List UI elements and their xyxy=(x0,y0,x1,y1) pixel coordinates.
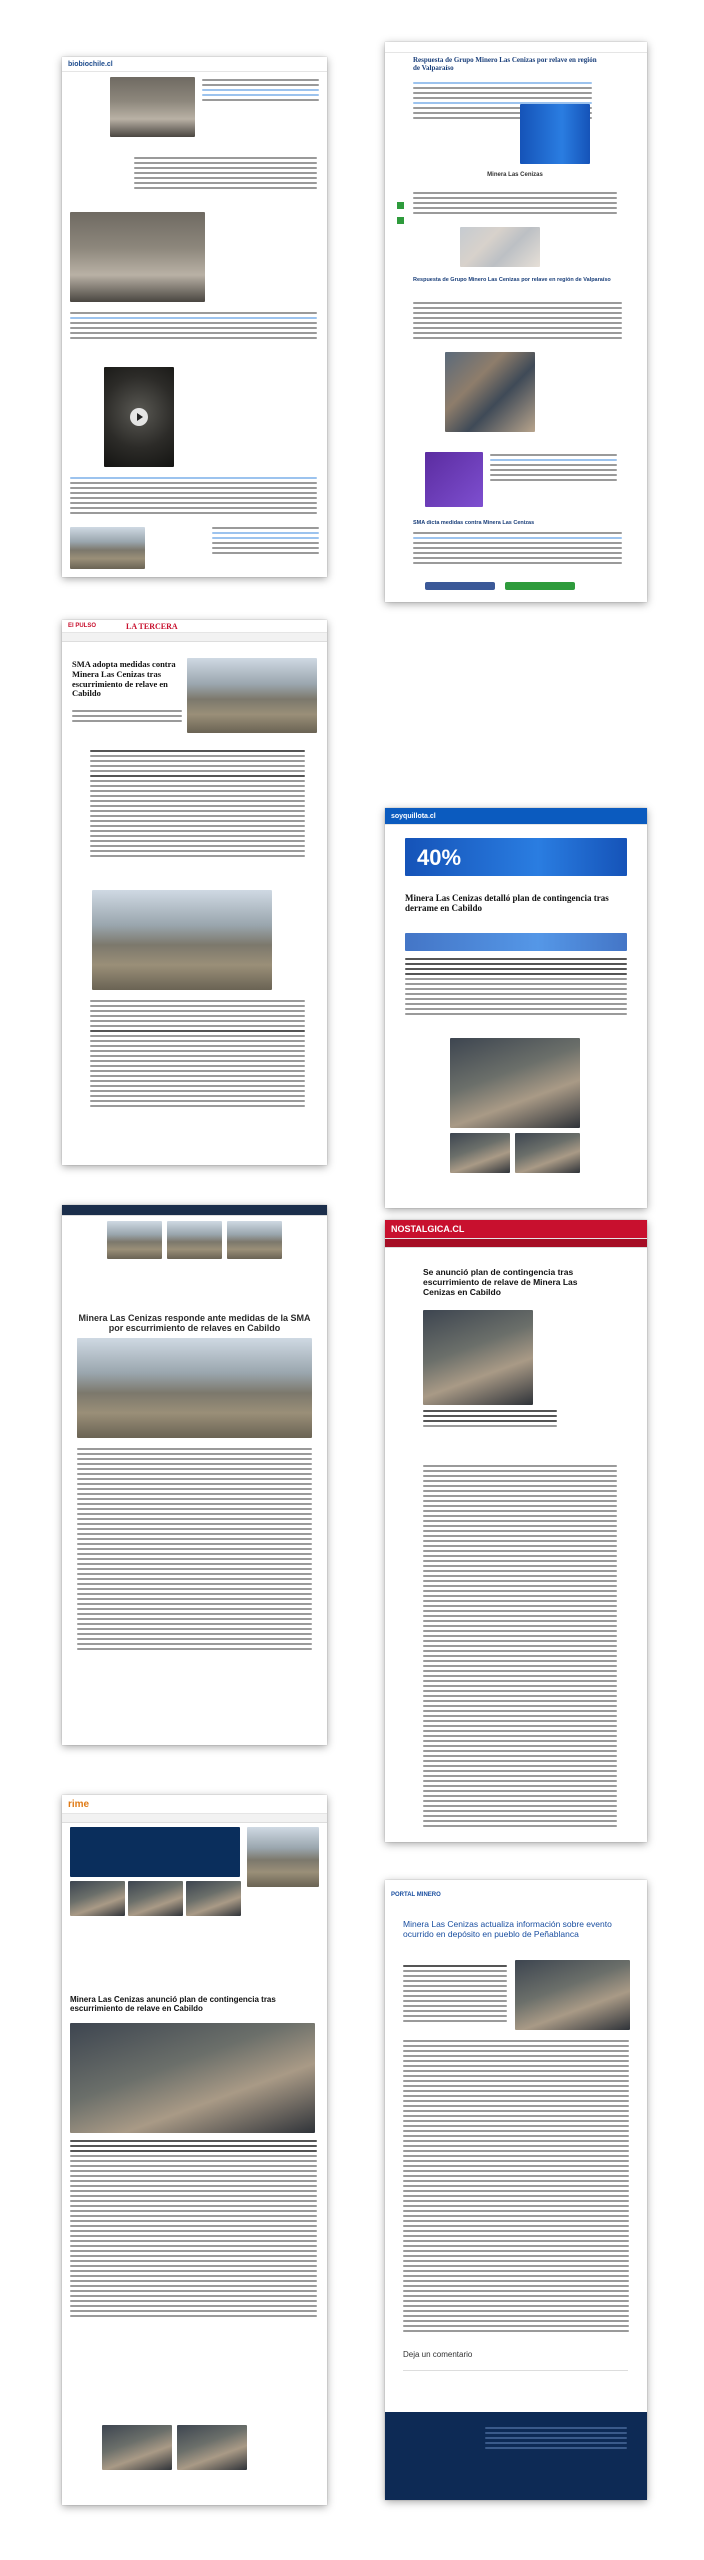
article-title: Minera Las Cenizas responde ante medidas de la SMA por escurrimiento de relaves en Cabildo xyxy=(78,1313,311,1334)
site-header xyxy=(385,42,647,53)
section-heading: SMA dicta medidas contra Minera Las Cenizas xyxy=(413,520,535,526)
article-text-3 xyxy=(70,477,317,517)
thumb-2 xyxy=(167,1221,222,1259)
article-text-top xyxy=(202,79,319,104)
advertisement-banner[interactable] xyxy=(405,838,627,876)
comment-heading: Deja un comentario xyxy=(403,2350,473,2359)
article-text xyxy=(70,2140,317,2320)
site-logo: rime xyxy=(68,1798,90,1810)
article-lead xyxy=(423,1410,557,1430)
site-header xyxy=(385,1220,647,1239)
article-text-5 xyxy=(413,532,622,567)
article-text xyxy=(423,1465,617,1830)
site-logo-left: El PULSO xyxy=(68,623,97,629)
article-text-4 xyxy=(490,454,617,484)
article-title: SMA adopta medidas contra Minera Las Cenizas tras escurrimiento de relave en Cabildo xyxy=(72,659,176,699)
article-text-1 xyxy=(134,157,317,192)
article-photo xyxy=(423,1310,533,1405)
featured-banner[interactable] xyxy=(70,1827,240,1877)
footer-links[interactable] xyxy=(485,2427,627,2452)
article-text-2 xyxy=(403,2040,629,2335)
clip-latercera xyxy=(62,620,327,1165)
featured-thumb-2 xyxy=(128,1881,183,1916)
article-title: Respuesta de Grupo Minero Las Cenizas por relave en región de Valparaíso xyxy=(413,56,597,73)
article-text-1 xyxy=(90,750,305,860)
article-title: Se anunció plan de contingencia tras escurrimiento de relave de Minera Las Cenizas en Cabildo xyxy=(423,1267,578,1297)
site-logo: soyquillota.cl xyxy=(391,812,436,820)
article-title: Minera Las Cenizas anunció plan de contingencia tras escurrimiento de relave en Cabildo xyxy=(70,1995,276,2014)
article-photo xyxy=(70,2023,315,2133)
site-header xyxy=(385,808,647,825)
section-heading: Minera Las Cenizas xyxy=(487,172,543,178)
article-photo-tunnel xyxy=(70,212,205,302)
advertisement-strip[interactable] xyxy=(405,933,627,951)
article-text-3 xyxy=(413,302,622,342)
share-icon[interactable] xyxy=(397,217,404,224)
embedded-post-photo xyxy=(450,1038,580,1128)
play-icon[interactable] xyxy=(130,408,148,426)
nav-bar[interactable] xyxy=(385,1239,647,1248)
article-photo xyxy=(515,1960,630,2030)
article-lead xyxy=(72,710,182,725)
article-text-2 xyxy=(90,1000,305,1110)
article-photo xyxy=(77,1338,312,1438)
site-header xyxy=(62,620,327,633)
comment-box[interactable] xyxy=(403,2370,628,2393)
article-photo-top xyxy=(110,77,195,137)
share-button[interactable] xyxy=(505,582,575,590)
article-photo-bottom xyxy=(70,527,145,569)
article-text-4 xyxy=(212,527,319,557)
article-text xyxy=(77,1448,312,1653)
article-lead xyxy=(405,958,627,1018)
clip-rime xyxy=(62,1795,327,2505)
article-photo-2 xyxy=(92,890,272,990)
embedded-post-photo-2 xyxy=(450,1133,510,1173)
nav-bar[interactable] xyxy=(62,1814,327,1823)
video-player[interactable] xyxy=(104,367,174,467)
advertisement[interactable] xyxy=(520,104,590,164)
site-header xyxy=(385,1880,647,1910)
share-button[interactable] xyxy=(425,582,495,590)
site-logo: biobiochile.cl xyxy=(68,60,113,68)
site-logo: PORTAL MINERO xyxy=(391,1892,441,1898)
clip-portalminero xyxy=(385,1880,647,2500)
sidebar-ad[interactable] xyxy=(247,1827,319,1887)
featured-thumb-3 xyxy=(186,1881,241,1916)
section-heading: Respuesta de Grupo Minero Las Cenizas por relave en región de Valparaíso xyxy=(413,277,611,283)
clip-responde xyxy=(62,1205,327,1745)
article-text-1 xyxy=(403,1965,507,2025)
site-header xyxy=(62,1795,327,1814)
embedded-post-photo xyxy=(445,352,535,432)
embedded-post-photo xyxy=(102,2425,172,2470)
clip-nostalgica xyxy=(385,1220,647,1842)
clip-biobiochile xyxy=(62,57,327,577)
embedded-post-photo-3 xyxy=(515,1133,580,1173)
advertisement[interactable] xyxy=(425,452,483,507)
site-footer xyxy=(385,2412,647,2500)
article-text-2 xyxy=(70,312,317,342)
share-icon[interactable] xyxy=(397,202,404,209)
site-logo: NOSTALGICA.CL xyxy=(391,1224,465,1234)
embedded-post xyxy=(460,227,540,267)
thumb-3 xyxy=(227,1221,282,1259)
article-text-2 xyxy=(413,192,617,217)
thumb-1 xyxy=(107,1221,162,1259)
embedded-post-photo-2 xyxy=(177,2425,247,2470)
ad-discount: 40% xyxy=(417,845,462,870)
site-header xyxy=(62,57,327,72)
nav-bar[interactable] xyxy=(62,1205,327,1216)
clip-soyquillota xyxy=(385,808,647,1208)
site-logo: LA TERCERA xyxy=(126,621,178,631)
clip-respuesta xyxy=(385,42,647,602)
article-title: Minera Las Cenizas detalló plan de contingencia tras derrame en Cabildo xyxy=(405,893,609,914)
article-title: Minera Las Cenizas actualiza información sobre evento ocurrido en depósito en pueblo de Peñablanca xyxy=(403,1919,612,1939)
nav-bar[interactable] xyxy=(62,633,327,642)
article-photo xyxy=(187,658,317,733)
featured-thumb-1 xyxy=(70,1881,125,1916)
